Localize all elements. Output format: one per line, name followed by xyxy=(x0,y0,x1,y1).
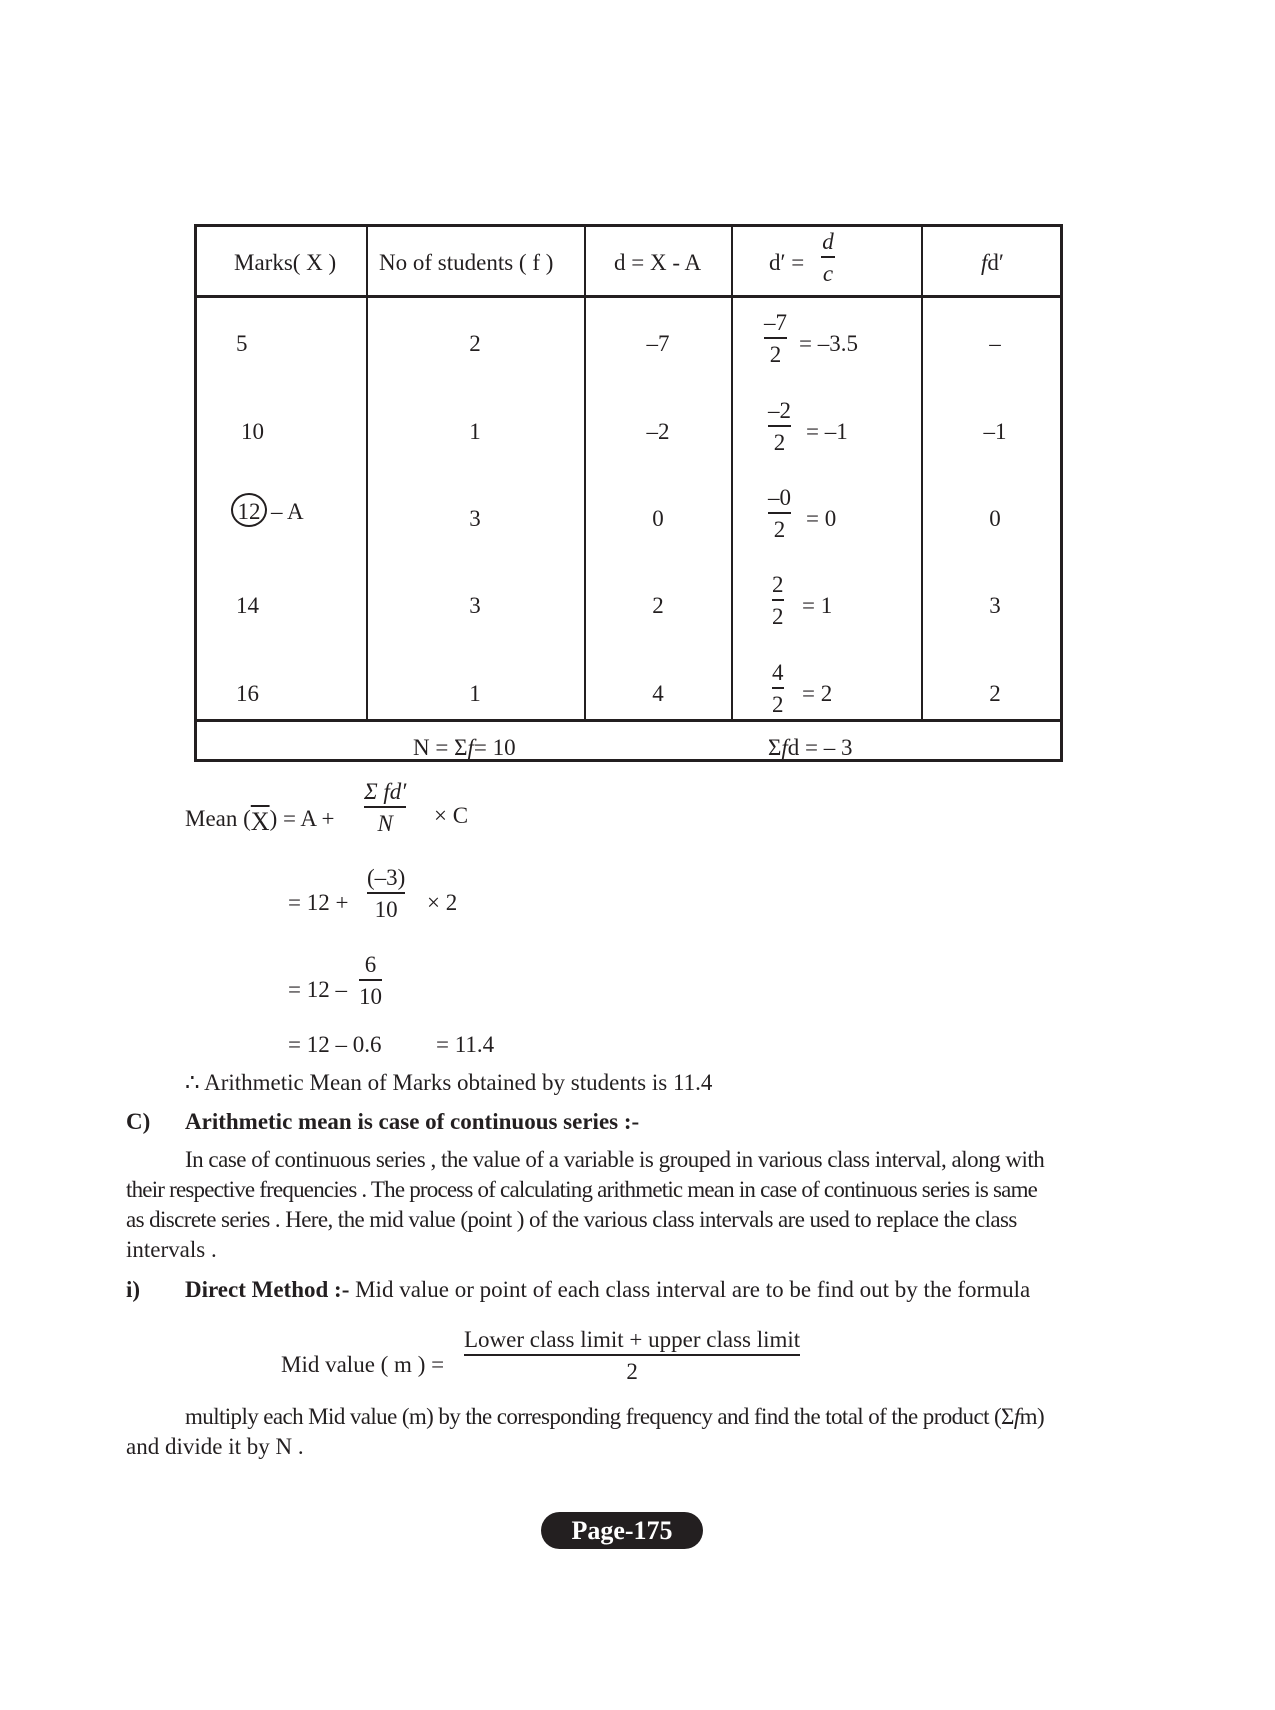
fraction-numerator: d xyxy=(822,229,834,254)
mean-after: ) = A + xyxy=(269,806,335,831)
cell-students: 1 xyxy=(469,419,481,444)
cell-d: 4 xyxy=(652,681,664,706)
fraction-numerator: –0 xyxy=(768,485,791,510)
section-heading: Arithmetic mean is case of continuous series :- xyxy=(185,1109,640,1134)
fraction-denominator: 2 xyxy=(772,692,784,717)
cell-students: 2 xyxy=(469,331,481,356)
direct-method-line xyxy=(185,1275,1030,1305)
footer-sum-fd xyxy=(768,736,853,759)
footer-n-suffix: = 10 xyxy=(473,735,516,760)
cell-fd: –1 xyxy=(983,419,1007,444)
cell-dprime-result: = –3.5 xyxy=(799,331,858,356)
step2-prefix: = 12 – xyxy=(288,977,347,1002)
step1-times: × 2 xyxy=(427,890,458,915)
fraction-denominator: 2 xyxy=(769,342,782,367)
mean-formula-lhs xyxy=(185,801,335,835)
footer-n-total xyxy=(413,736,516,759)
footer-n-prefix: N = Σ xyxy=(413,735,468,760)
step2-fraction xyxy=(359,953,382,1008)
cell-students: 1 xyxy=(469,681,481,706)
cell-d: 2 xyxy=(652,593,664,618)
cell-fd: 3 xyxy=(989,593,1001,618)
cell-marks: 14 xyxy=(236,593,259,618)
header-marks: Marks( X ) xyxy=(234,250,337,275)
fraction-numerator: Lower class limit + upper class limit xyxy=(464,1327,801,1352)
step3-result: = 11.4 xyxy=(436,1032,495,1057)
cell-d: 0 xyxy=(652,506,664,531)
subsection-marker: i) xyxy=(126,1277,141,1302)
cell-marks-assumed-mean xyxy=(231,493,304,529)
fraction-denominator: c xyxy=(822,261,834,286)
cell-dprime-result: = 2 xyxy=(802,681,833,706)
paragraph-line: their respective frequencies . The process of calculating arithmetic mean in case of continuous series is same xyxy=(126,1177,1038,1202)
step1-prefix: = 12 + xyxy=(288,890,349,915)
step1-fraction xyxy=(367,866,405,921)
mean-formula-times: × C xyxy=(434,803,469,828)
step3: = 12 – 0.6 xyxy=(288,1032,382,1057)
cell-marks: 16 xyxy=(236,681,259,706)
cell-d: –7 xyxy=(646,331,670,356)
header-students: No of students ( f ) xyxy=(379,250,554,275)
paragraph-line: In case of continuous series , the value of a variable is grouped in various class interval, along with xyxy=(185,1147,1045,1172)
footer-sum-suffix: d = – 3 xyxy=(787,735,853,760)
footer-divider xyxy=(197,719,1060,722)
after-formula-text: multiply each Mid value (m) by the corresponding frequency and find the total of the product (Σ xyxy=(185,1404,1014,1429)
fraction-numerator: 2 xyxy=(772,572,784,597)
column-divider xyxy=(366,227,368,719)
cell-dprime-result: = 0 xyxy=(806,506,837,531)
cell-students: 3 xyxy=(469,506,481,531)
after-formula-line xyxy=(185,1402,1044,1432)
column-divider xyxy=(731,227,733,719)
frequency-table xyxy=(194,224,1063,762)
circled-assumed-mean: 12 xyxy=(231,493,267,527)
header-fd-f: f xyxy=(981,250,988,275)
assumed-mean-label: – A xyxy=(271,499,304,524)
paragraph-line: intervals . xyxy=(126,1237,217,1262)
page-number-badge: Page-175 xyxy=(541,1512,703,1549)
cell-marks: 10 xyxy=(241,419,264,444)
fraction-numerator: (–3) xyxy=(367,865,406,890)
fraction-numerator: 4 xyxy=(772,660,784,685)
after-formula-line: and divide it by N . xyxy=(126,1434,304,1459)
cell-dprime-result: = 1 xyxy=(802,593,833,618)
after-formula-f: f xyxy=(1013,1404,1020,1429)
cell-students: 3 xyxy=(469,593,481,618)
fraction-numerator: 6 xyxy=(364,952,377,977)
mid-value-fraction xyxy=(464,1328,800,1383)
cell-d: –2 xyxy=(646,419,670,444)
cell-fd: – xyxy=(989,331,1001,356)
mean-label: Mean ( xyxy=(185,806,251,831)
header-dprime-label: d′ = xyxy=(769,250,805,275)
subsection-text: Mid value or point of each class interval are to be find out by the formula xyxy=(355,1277,1031,1302)
fraction-denominator: 2 xyxy=(626,1359,638,1384)
fraction-numerator: Σ fd′ xyxy=(364,779,407,804)
fraction-denominator: N xyxy=(377,811,393,836)
mean-x-bar: $\overline{X}$ xyxy=(250,807,270,836)
after-formula-end: m) xyxy=(1019,1404,1045,1429)
fraction-denominator: 2 xyxy=(773,517,786,542)
fraction-denominator: 10 xyxy=(374,897,398,922)
cell-fd: 2 xyxy=(989,681,1001,706)
header-divider xyxy=(197,295,1060,298)
cell-dprime-fraction xyxy=(772,573,784,628)
footer-sum-prefix: Σ xyxy=(768,735,782,760)
cell-dprime-fraction xyxy=(764,311,787,366)
conclusion: ∴ Arithmetic Mean of Marks obtained by students is 11.4 xyxy=(185,1070,713,1095)
footer-n-f: f xyxy=(467,735,474,760)
cell-dprime-fraction xyxy=(768,399,791,454)
header-d: d = X - A xyxy=(614,250,702,275)
column-divider xyxy=(921,227,923,719)
cell-dprime-fraction xyxy=(772,661,784,716)
fraction-denominator: 10 xyxy=(359,984,382,1009)
fraction-numerator: –2 xyxy=(768,398,791,423)
column-divider xyxy=(584,227,586,719)
cell-marks: 5 xyxy=(236,331,248,356)
header-fd-rest: d′ xyxy=(987,250,1004,275)
cell-dprime-result: = –1 xyxy=(806,419,848,444)
fraction-denominator: 2 xyxy=(772,604,784,629)
footer-sum-f: f xyxy=(781,735,788,760)
section-marker: C) xyxy=(126,1109,151,1134)
paragraph-line: as discrete series . Here, the mid value (point ) of the various class intervals are used to replace the class xyxy=(126,1207,1017,1232)
mid-value-label: Mid value ( m ) = xyxy=(281,1352,445,1377)
header-fd xyxy=(981,251,1004,274)
subsection-heading: Direct Method :- xyxy=(185,1277,350,1302)
cell-dprime-fraction xyxy=(768,486,791,541)
cell-fd: 0 xyxy=(989,506,1001,531)
fraction-numerator: –7 xyxy=(764,310,787,335)
mean-formula-fraction xyxy=(364,780,406,835)
fraction-denominator: 2 xyxy=(773,430,786,455)
header-dprime-fraction xyxy=(821,230,835,285)
